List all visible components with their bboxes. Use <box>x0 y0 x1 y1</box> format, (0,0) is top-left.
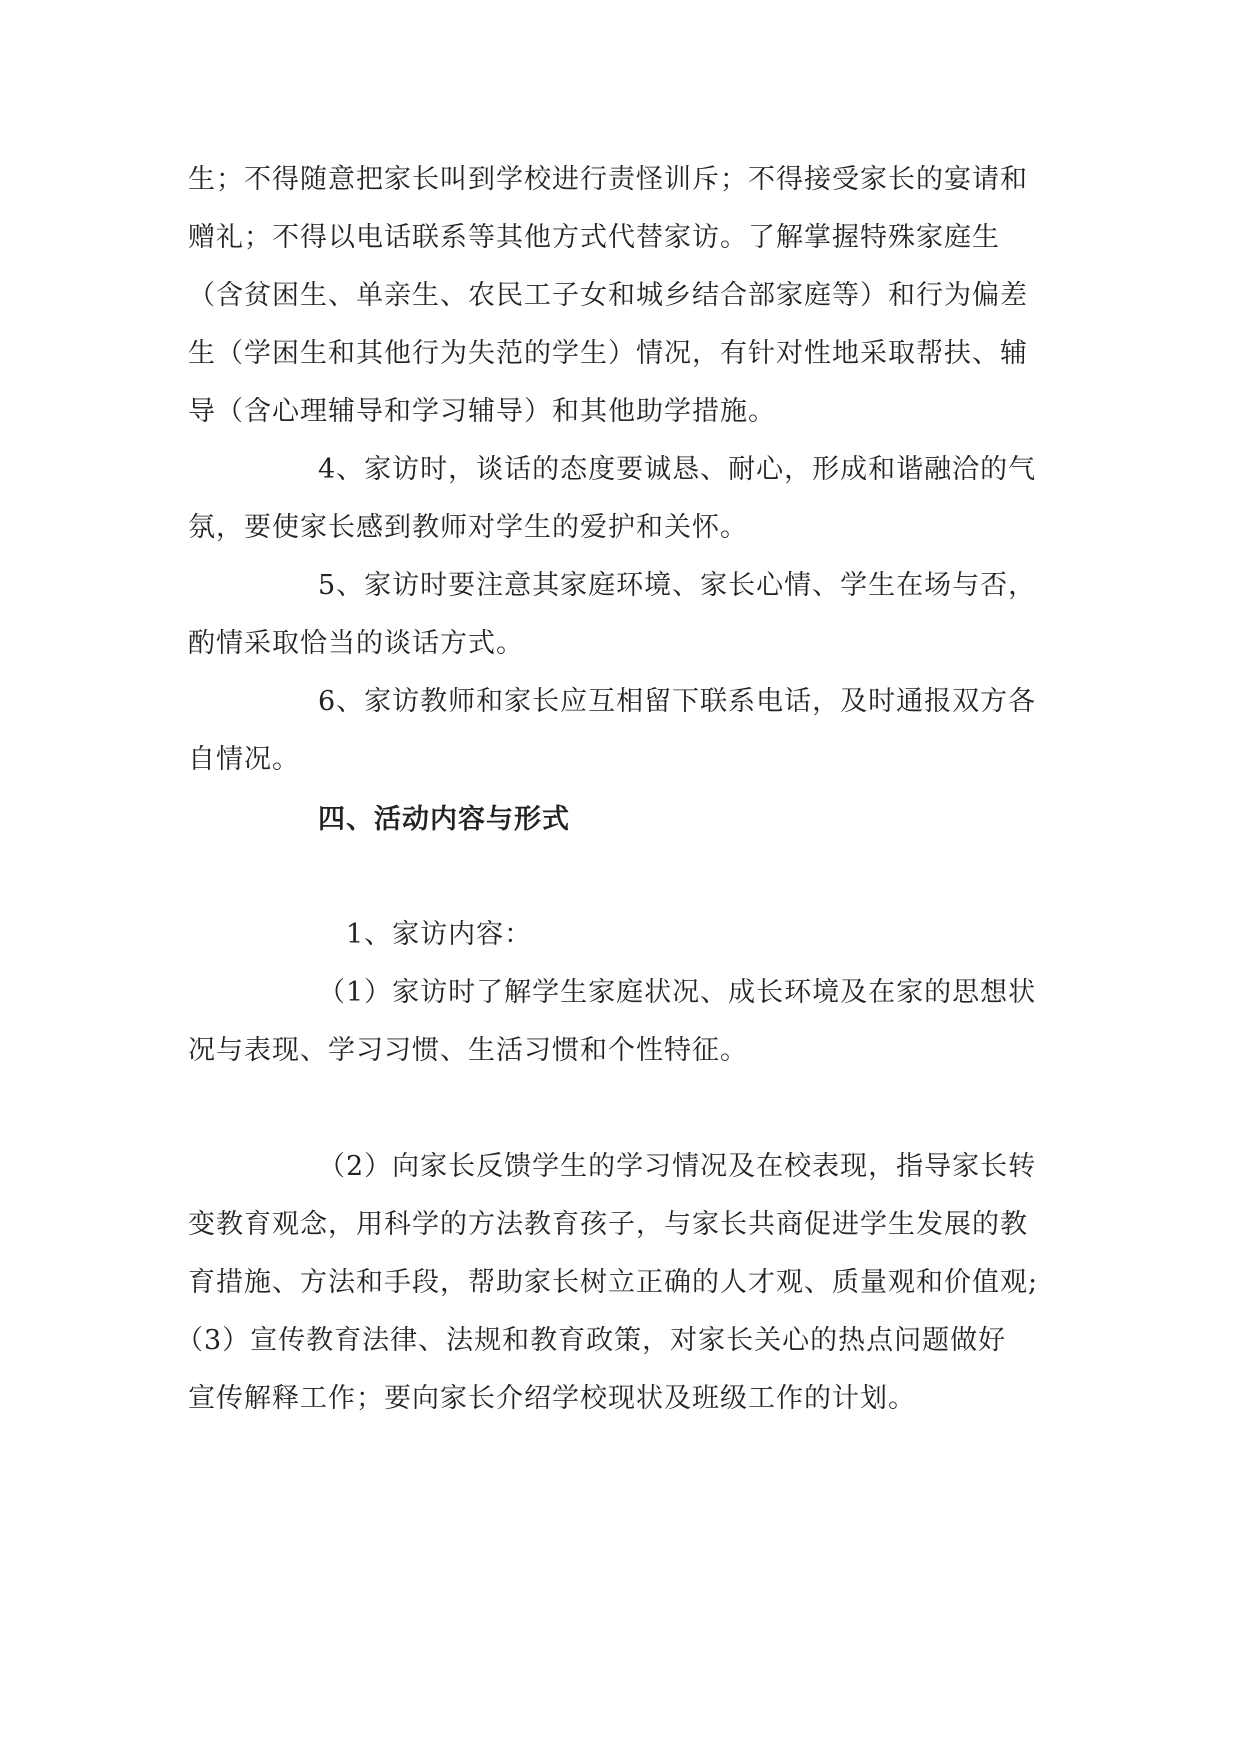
subsection-title: 1、家访内容： <box>346 919 533 950</box>
paragraph-line: 导（含心理辅导和学习辅导）和其他助学措施。 <box>188 396 776 427</box>
paragraph-line: 生（学困生和其他行为失范的学生）情况，有针对性地采取帮扶、辅 <box>188 338 1028 369</box>
paragraph-line: 自情况。 <box>188 744 300 775</box>
list-item-2: （2）向家长反馈学生的学习情况及在校表现，指导家长转 <box>318 1151 1037 1182</box>
paragraph-line: 况与表现、学习习惯、生活习惯和个性特征。 <box>188 1035 748 1066</box>
list-item-4: 4、家访时，谈话的态度要诚恳、耐心，形成和谐融洽的气 <box>318 454 1037 485</box>
paragraph-line: 酌情采取恰当的谈话方式。 <box>188 628 524 659</box>
paragraph-line: 生；不得随意把家长叫到学校进行责怪训斥；不得接受家长的宴请和 <box>188 164 1028 195</box>
paragraph-line: （含贫困生、单亲生、农民工子女和城乡结合部家庭等）和行为偏差 <box>188 280 1028 311</box>
list-item-5: 5、家访时要注意其家庭环境、家长心情、学生在场与否， <box>318 570 1037 601</box>
list-item-3: （3）宣传教育法律、法规和教育政策，对家长关心的热点问题做好 <box>176 1325 1007 1356</box>
list-item-6: 6、家访教师和家长应互相留下联系电话，及时通报双方各 <box>318 686 1037 717</box>
section-heading: 四、活动内容与形式 <box>318 804 570 835</box>
paragraph-line: 变教育观念，用科学的方法教育孩子，与家长共商促进学生发展的教 <box>188 1209 1028 1240</box>
paragraph-line: 氛，要使家长感到教师对学生的爱护和关怀。 <box>188 512 748 543</box>
paragraph-line: 赠礼；不得以电话联系等其他方式代替家访。了解掌握特殊家庭生 <box>188 222 1000 253</box>
list-item-1: （1）家访时了解学生家庭状况、成长环境及在家的思想状 <box>318 977 1037 1008</box>
paragraph-line: 宣传解释工作；要向家长介绍学校现状及班级工作的计划。 <box>188 1383 916 1414</box>
paragraph-line: 育措施、方法和手段，帮助家长树立正确的人才观、质量观和价值观; <box>188 1267 1039 1298</box>
